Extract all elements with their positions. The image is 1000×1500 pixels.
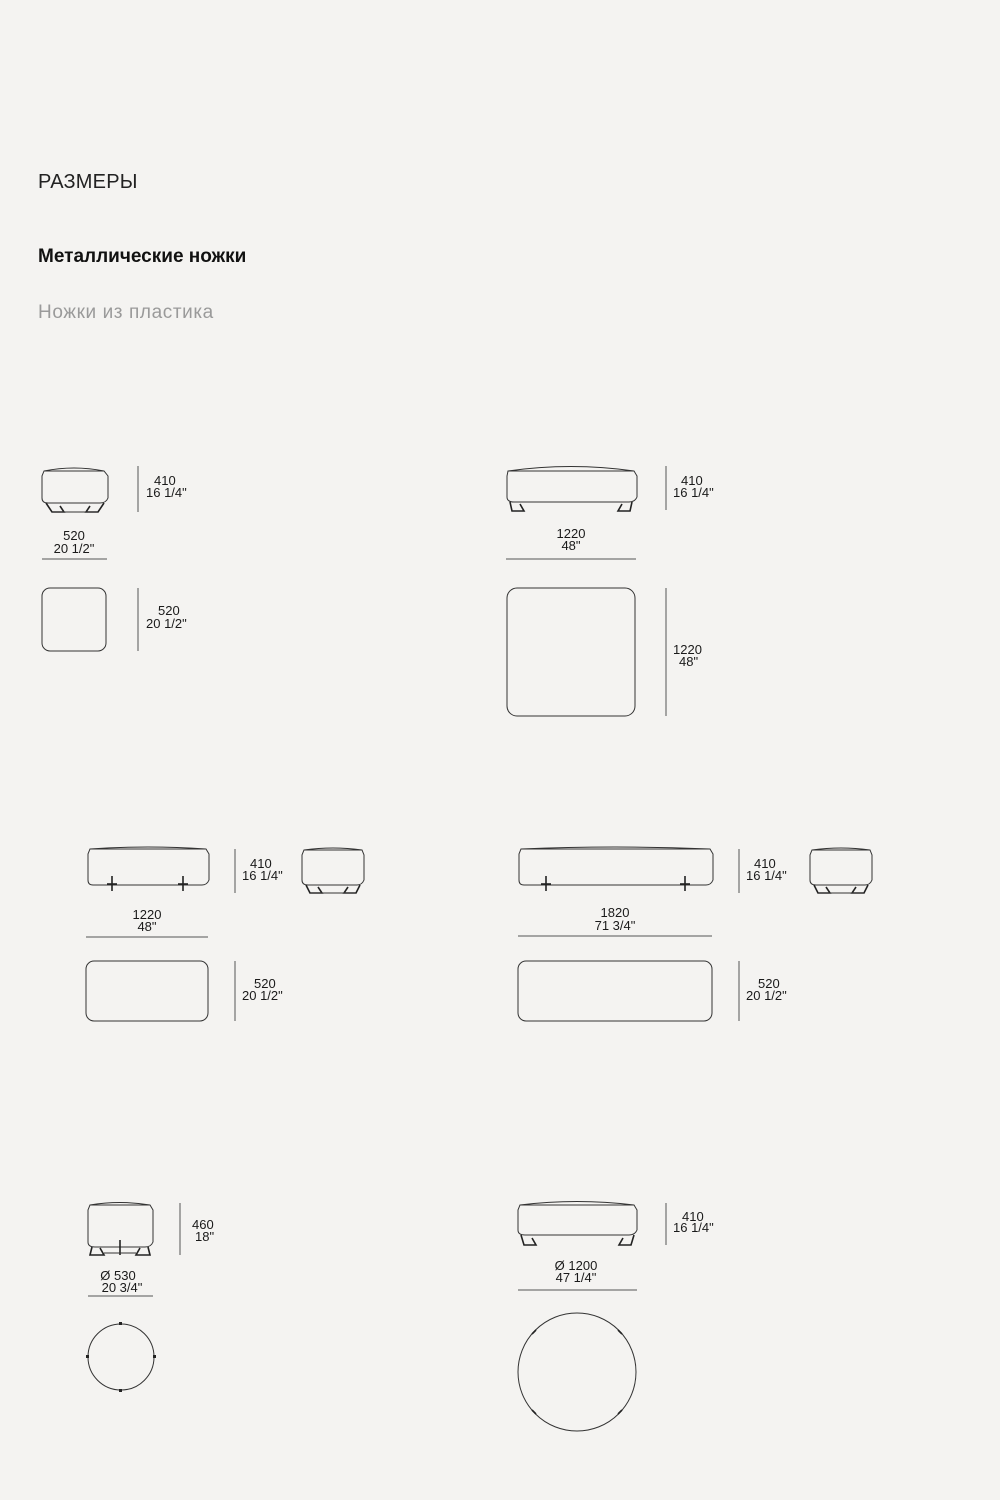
large-round-side-view bbox=[518, 1202, 637, 1246]
small-square-top-view bbox=[42, 588, 106, 651]
diameter-inches: 20 3/4" bbox=[101, 1280, 143, 1295]
height-inches: 16 1/4" bbox=[242, 868, 283, 883]
bench-1220-side-view bbox=[88, 847, 209, 891]
height-inches: 16 1/4" bbox=[746, 868, 787, 883]
item-large-square-pouf bbox=[506, 466, 714, 716]
item-large-round-pouf bbox=[518, 1202, 714, 1432]
width-inches: 71 3/4" bbox=[594, 918, 636, 933]
width-value: 1820 bbox=[600, 905, 630, 920]
width-value: 520 bbox=[63, 528, 85, 543]
height-value: 460 bbox=[192, 1217, 214, 1232]
large-square-side-view bbox=[507, 467, 637, 512]
section-title: РАЗМЕРЫ bbox=[38, 171, 138, 193]
width-inches: 48" bbox=[137, 919, 157, 934]
bench-1820-top-view bbox=[518, 961, 712, 1021]
width-inches: 48" bbox=[561, 538, 581, 553]
bench-1220-top-view bbox=[86, 961, 208, 1021]
depth-value: 520 bbox=[254, 976, 276, 991]
height-inches: 16 1/4" bbox=[673, 485, 714, 500]
height-inches: 16 1/4" bbox=[146, 485, 187, 500]
small-round-top-view bbox=[88, 1324, 154, 1390]
tab-metal-legs[interactable]: Металлические ножки bbox=[38, 246, 247, 267]
width-inches: 20 1/2" bbox=[53, 541, 95, 556]
depth-value: 1220 bbox=[673, 642, 702, 657]
width-value: 1220 bbox=[556, 526, 586, 541]
diameter-inches: 47 1/4" bbox=[555, 1270, 597, 1285]
height-inches: 16 1/4" bbox=[673, 1220, 714, 1235]
height-value: 410 bbox=[154, 473, 176, 488]
height-value: 410 bbox=[681, 473, 703, 488]
height-value: 410 bbox=[250, 856, 272, 871]
width-value: 1220 bbox=[132, 907, 162, 922]
large-square-top-view bbox=[507, 588, 635, 716]
depth-inches: 20 1/2" bbox=[146, 616, 187, 631]
depth-value: 520 bbox=[758, 976, 780, 991]
item-bench-1220 bbox=[86, 847, 364, 1021]
item-small-round-pouf bbox=[86, 1203, 214, 1393]
item-bench-1820 bbox=[518, 847, 872, 1021]
bench-1820-side-view bbox=[519, 847, 713, 891]
height-inches: 18" bbox=[195, 1229, 215, 1244]
depth-value: 520 bbox=[158, 603, 180, 618]
bench-1820-end-view bbox=[810, 848, 872, 893]
small-square-side-view bbox=[42, 468, 108, 512]
small-round-side-view bbox=[88, 1203, 153, 1256]
depth-inches: 48" bbox=[679, 654, 699, 669]
depth-inches: 20 1/2" bbox=[746, 988, 787, 1003]
height-value: 410 bbox=[682, 1209, 704, 1224]
diameter-value: Ø 530 bbox=[100, 1268, 136, 1283]
item-small-square-pouf bbox=[42, 466, 187, 651]
depth-inches: 20 1/2" bbox=[242, 988, 283, 1003]
tab-plastic-legs[interactable]: Ножки из пластика bbox=[38, 302, 214, 323]
height-value: 410 bbox=[754, 856, 776, 871]
diameter-value: Ø 1200 bbox=[554, 1258, 598, 1273]
bench-1220-end-view bbox=[302, 848, 364, 893]
